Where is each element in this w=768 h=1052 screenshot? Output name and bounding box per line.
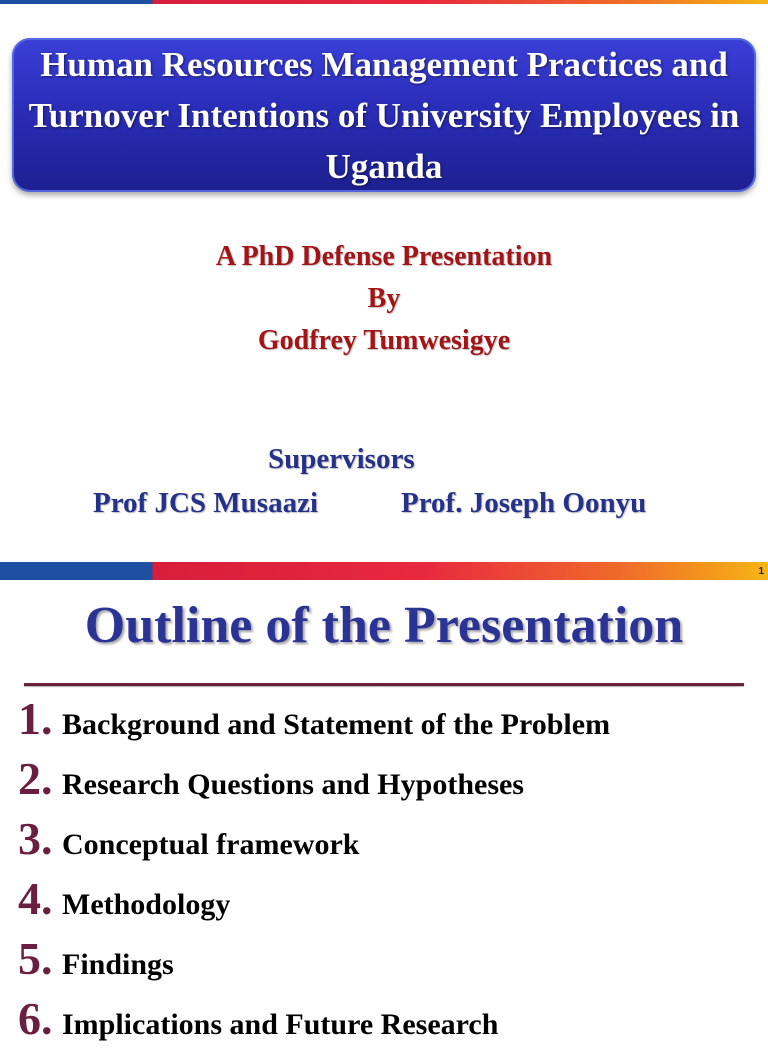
slide-number: 1 <box>758 566 764 577</box>
item-label: Implications and Future Research <box>62 1008 499 1041</box>
supervisor-1: Prof JCS Musaazi <box>93 487 319 519</box>
item-number: 3. <box>18 813 53 864</box>
list-item <box>18 872 758 932</box>
list-item <box>18 812 758 872</box>
list-item <box>18 692 758 752</box>
item-label: Findings <box>62 948 174 981</box>
item-label: Research Questions and Hypotheses <box>62 768 524 801</box>
list-item <box>18 992 758 1052</box>
list-item <box>18 752 758 812</box>
title-underline <box>24 683 744 686</box>
supervisors-heading: Supervisors <box>268 443 415 475</box>
item-number: 1. <box>18 693 53 744</box>
slide-divider-bar <box>0 562 768 580</box>
item-label: Methodology <box>62 888 231 921</box>
item-label: Background and Statement of the Problem <box>62 708 611 741</box>
item-number: 5. <box>18 933 53 984</box>
subtitle-line-2: By <box>367 283 401 314</box>
presenter-name: Godfrey Tumwesigye <box>257 325 511 356</box>
item-number: 6. <box>18 993 53 1044</box>
outline-list <box>18 692 758 1052</box>
subtitle-line-1: A PhD Defense Presentation <box>215 241 553 272</box>
item-number: 2. <box>18 753 53 804</box>
top-color-bar <box>0 0 768 4</box>
list-item <box>18 932 758 992</box>
item-label: Conceptual framework <box>62 828 360 861</box>
outline-title: Outline of the Presentation <box>84 597 684 654</box>
presentation-title: Human Resources Management Practices and Turnover Intentions of University Employees in Uganda <box>28 44 740 186</box>
supervisor-2: Prof. Joseph Oonyu <box>401 487 647 519</box>
item-number: 4. <box>18 873 53 924</box>
title-banner <box>12 38 756 192</box>
